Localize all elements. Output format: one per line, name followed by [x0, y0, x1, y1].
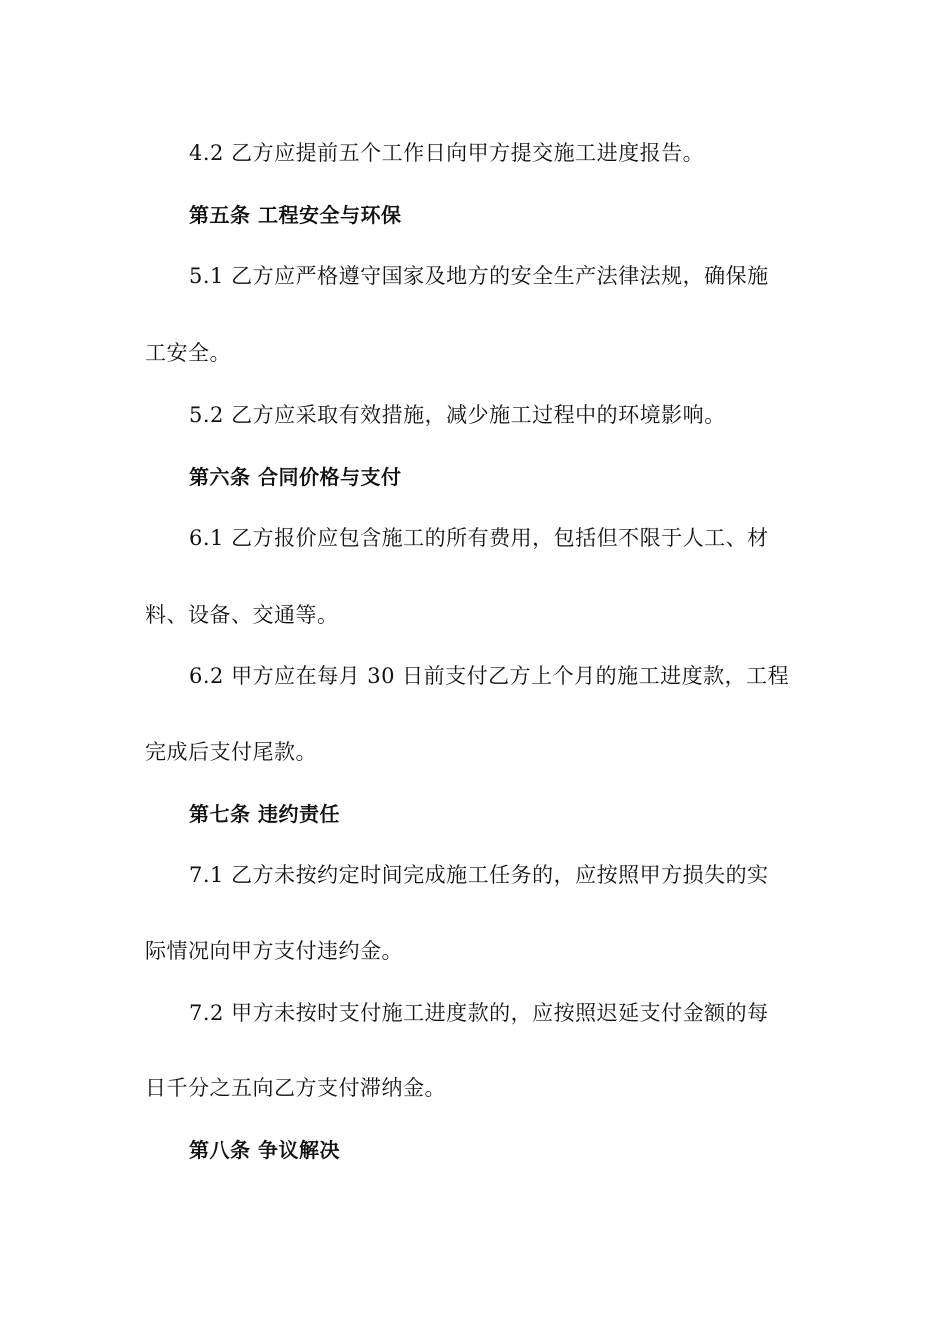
clause-5-2: 5.2 乙方应采取有效措施，减少施工过程中的环境影响。: [189, 403, 726, 427]
clause-5-1-line-1: 5.1 乙方应严格遵守国家及地方的安全生产法律法规，确保施: [189, 264, 769, 288]
clause-7-1-line-2: 际情况向甲方支付违约金。: [145, 939, 403, 963]
clause-7-2-line-2: 日千分之五向乙方支付滞纳金。: [145, 1076, 446, 1100]
clause-7-1-line-1: 7.1 乙方未按约定时间完成施工任务的，应按照甲方损失的实: [189, 863, 769, 887]
clause-6-2-line-1: 6.2 甲方应在每月 30 日前支付乙方上个月的施工进度款，工程: [189, 664, 790, 688]
clause-7-2-line-1: 7.2 甲方未按时支付施工进度款的，应按照迟延支付金额的每: [189, 1001, 769, 1025]
article-6-heading: 第六条 合同价格与支付: [189, 465, 402, 489]
clause-6-1-line-1: 6.1 乙方报价应包含施工的所有费用，包括但不限于人工、材: [189, 526, 769, 550]
article-8-heading: 第八条 争议解决: [189, 1138, 340, 1162]
article-7-heading: 第七条 违约责任: [189, 802, 340, 826]
clause-4-2: 4.2 乙方应提前五个工作日向甲方提交施工进度报告。: [189, 141, 705, 165]
clause-6-2-line-2: 完成后支付尾款。: [145, 740, 317, 764]
article-5-heading: 第五条 工程安全与环保: [189, 203, 402, 227]
clause-6-1-line-2: 料、设备、交通等。: [145, 603, 339, 627]
clause-5-1-line-2: 工安全。: [145, 341, 231, 365]
